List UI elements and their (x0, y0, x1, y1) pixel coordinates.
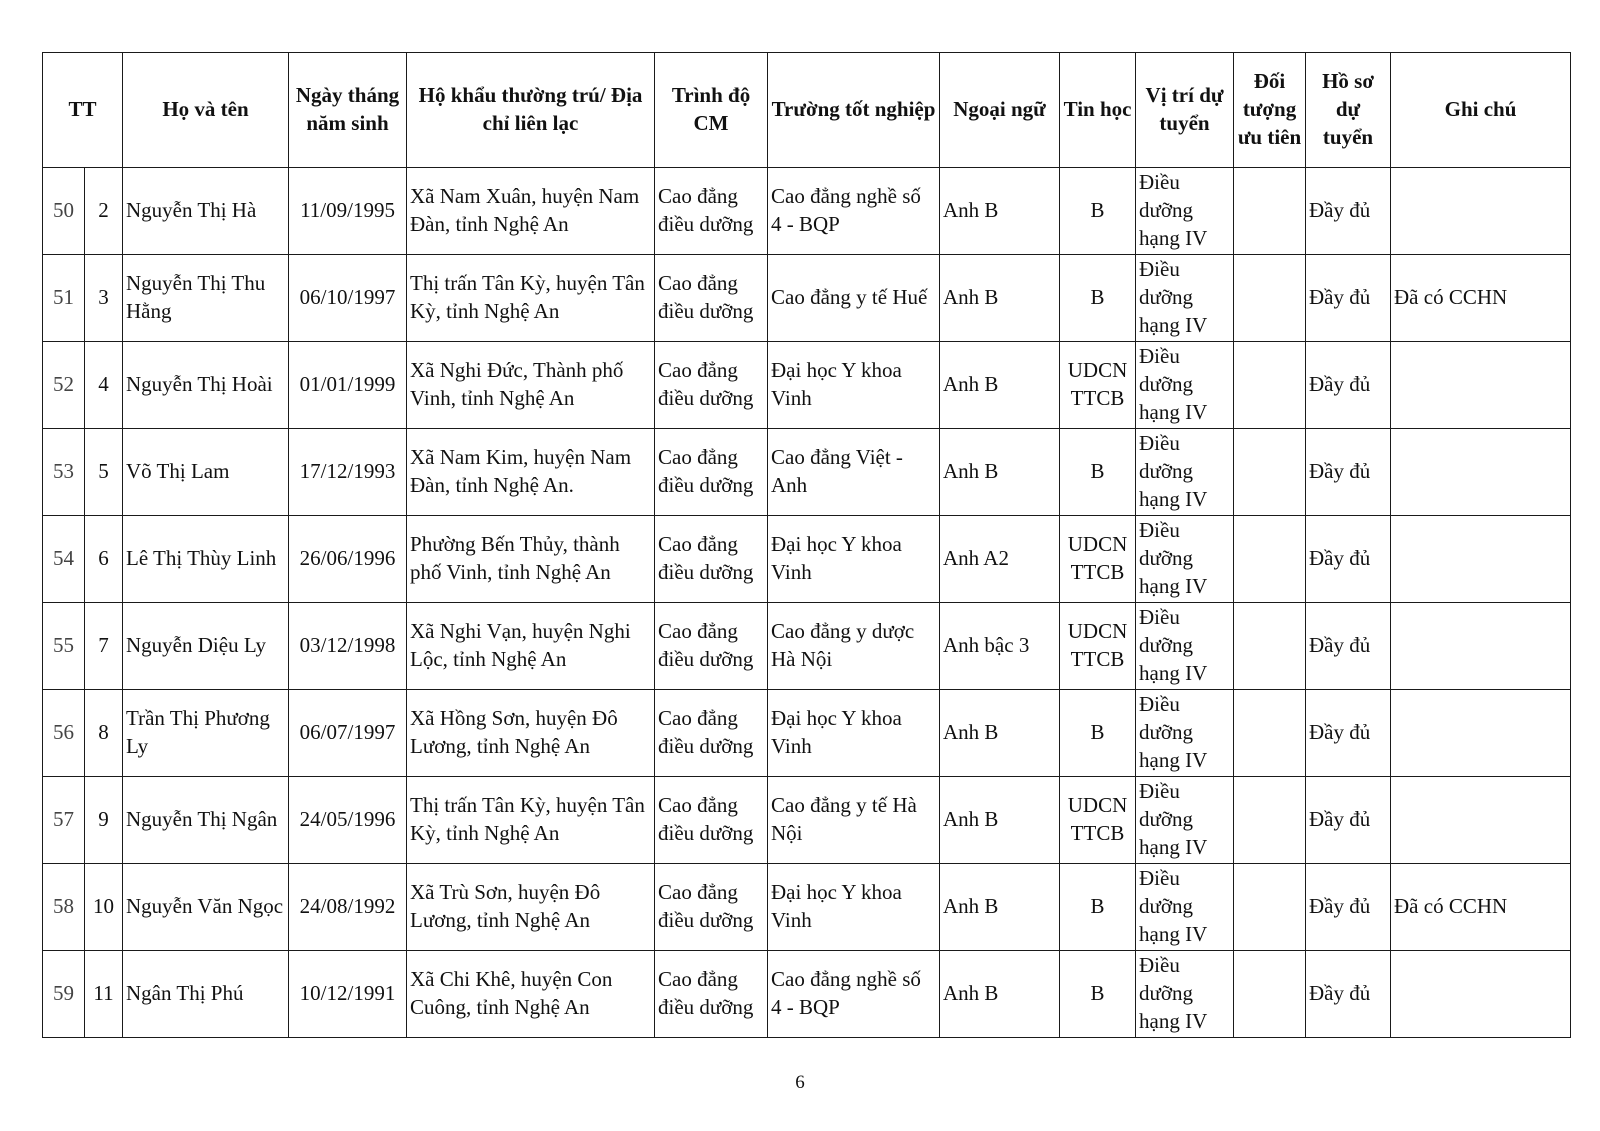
cell-language: Anh B (940, 864, 1060, 951)
cell-dob: 06/10/1997 (289, 255, 407, 342)
cell-qualification: Cao đẳng điều dưỡng (655, 342, 768, 429)
cell-dob: 01/01/1999 (289, 342, 407, 429)
cell-dossier: Đầy đủ (1306, 603, 1391, 690)
cell-name: Nguyễn Thị Hà (123, 168, 289, 255)
cell-stt: 55 (43, 603, 85, 690)
cell-address: Xã Trù Sơn, huyện Đô Lương, tỉnh Nghệ An (407, 864, 655, 951)
cell-note: Đã có CCHN (1391, 864, 1571, 951)
cell-dossier: Đầy đủ (1306, 168, 1391, 255)
cell-note (1391, 429, 1571, 516)
cell-index: 6 (85, 516, 123, 603)
cell-stt: 56 (43, 690, 85, 777)
cell-position: Điều dưỡng hạng IV (1136, 864, 1234, 951)
cell-it: B (1060, 429, 1136, 516)
cell-stt: 58 (43, 864, 85, 951)
cell-dob: 03/12/1998 (289, 603, 407, 690)
cell-it: UDCN TTCB (1060, 603, 1136, 690)
cell-stt: 51 (43, 255, 85, 342)
cell-dob: 26/06/1996 (289, 516, 407, 603)
cell-dob: 24/05/1996 (289, 777, 407, 864)
cell-it: B (1060, 951, 1136, 1038)
cell-position: Điều dưỡng hạng IV (1136, 951, 1234, 1038)
cell-language: Anh B (940, 690, 1060, 777)
table-row (43, 690, 1571, 777)
candidate-table (42, 52, 1571, 1038)
table-header-row (43, 53, 1571, 168)
header-position: Vị trí dự tuyển (1136, 53, 1234, 168)
cell-dossier: Đầy đủ (1306, 342, 1391, 429)
cell-qualification: Cao đẳng điều dưỡng (655, 429, 768, 516)
cell-position: Điều dưỡng hạng IV (1136, 603, 1234, 690)
cell-index: 5 (85, 429, 123, 516)
cell-qualification: Cao đẳng điều dưỡng (655, 603, 768, 690)
cell-name: Lê Thị Thùy Linh (123, 516, 289, 603)
header-dob: Ngày tháng năm sinh (289, 53, 407, 168)
cell-qualification: Cao đẳng điều dưỡng (655, 516, 768, 603)
cell-address: Xã Nam Kim, huyện Nam Đàn, tỉnh Nghệ An. (407, 429, 655, 516)
cell-it: UDCN TTCB (1060, 516, 1136, 603)
cell-stt: 52 (43, 342, 85, 429)
cell-stt: 53 (43, 429, 85, 516)
cell-name: Nguyễn Thị Ngân (123, 777, 289, 864)
cell-dob: 11/09/1995 (289, 168, 407, 255)
cell-it: UDCN TTCB (1060, 342, 1136, 429)
cell-address: Xã Hồng Sơn, huyện Đô Lương, tỉnh Nghệ An (407, 690, 655, 777)
cell-priority (1234, 951, 1306, 1038)
cell-position: Điều dưỡng hạng IV (1136, 777, 1234, 864)
cell-dob: 06/07/1997 (289, 690, 407, 777)
header-priority: Đối tượng ưu tiên (1234, 53, 1306, 168)
cell-school: Cao đẳng nghề số 4 - BQP (768, 951, 940, 1038)
cell-position: Điều dưỡng hạng IV (1136, 342, 1234, 429)
cell-name: Nguyễn Văn Ngọc (123, 864, 289, 951)
cell-note (1391, 690, 1571, 777)
cell-position: Điều dưỡng hạng IV (1136, 690, 1234, 777)
cell-name: Trần Thị Phương Ly (123, 690, 289, 777)
cell-name: Ngân Thị Phú (123, 951, 289, 1038)
table-row (43, 516, 1571, 603)
cell-language: Anh B (940, 168, 1060, 255)
cell-note (1391, 342, 1571, 429)
header-qualification: Trình độ CM (655, 53, 768, 168)
cell-position: Điều dưỡng hạng IV (1136, 516, 1234, 603)
cell-priority (1234, 255, 1306, 342)
cell-index: 3 (85, 255, 123, 342)
cell-note (1391, 516, 1571, 603)
cell-address: Thị trấn Tân Kỳ, huyện Tân Kỳ, tỉnh Nghệ An (407, 777, 655, 864)
cell-qualification: Cao đẳng điều dưỡng (655, 168, 768, 255)
cell-school: Đại học Y khoa Vinh (768, 516, 940, 603)
cell-dossier: Đầy đủ (1306, 777, 1391, 864)
cell-address: Phường Bến Thủy, thành phố Vinh, tỉnh Nghệ An (407, 516, 655, 603)
cell-address: Xã Nghi Đức, Thành phố Vinh, tỉnh Nghệ An (407, 342, 655, 429)
table-row (43, 429, 1571, 516)
cell-qualification: Cao đẳng điều dưỡng (655, 951, 768, 1038)
table-row (43, 342, 1571, 429)
cell-note (1391, 777, 1571, 864)
cell-it: B (1060, 690, 1136, 777)
cell-priority (1234, 342, 1306, 429)
cell-name: Nguyễn Thị Hoài (123, 342, 289, 429)
header-tt: TT (43, 53, 123, 168)
cell-dossier: Đầy đủ (1306, 951, 1391, 1038)
cell-note (1391, 168, 1571, 255)
cell-stt: 50 (43, 168, 85, 255)
cell-index: 10 (85, 864, 123, 951)
cell-index: 7 (85, 603, 123, 690)
cell-priority (1234, 603, 1306, 690)
cell-priority (1234, 168, 1306, 255)
table-row (43, 168, 1571, 255)
cell-index: 9 (85, 777, 123, 864)
cell-address: Xã Chi Khê, huyện Con Cuông, tỉnh Nghệ An (407, 951, 655, 1038)
header-name: Họ và tên (123, 53, 289, 168)
cell-index: 2 (85, 168, 123, 255)
table-row (43, 777, 1571, 864)
table-row (43, 864, 1571, 951)
cell-dossier: Đầy đủ (1306, 255, 1391, 342)
cell-school: Đại học Y khoa Vinh (768, 864, 940, 951)
cell-language: Anh B (940, 255, 1060, 342)
cell-priority (1234, 516, 1306, 603)
cell-school: Cao đẳng y dược Hà Nội (768, 603, 940, 690)
cell-name: Nguyễn Thị Thu Hằng (123, 255, 289, 342)
cell-dob: 17/12/1993 (289, 429, 407, 516)
cell-note (1391, 951, 1571, 1038)
header-it: Tin học (1060, 53, 1136, 168)
cell-dossier: Đầy đủ (1306, 516, 1391, 603)
cell-index: 11 (85, 951, 123, 1038)
cell-school: Đại học Y khoa Vinh (768, 342, 940, 429)
cell-language: Anh B (940, 951, 1060, 1038)
cell-position: Điều dưỡng hạng IV (1136, 429, 1234, 516)
cell-qualification: Cao đẳng điều dưỡng (655, 255, 768, 342)
cell-note (1391, 603, 1571, 690)
cell-dob: 24/08/1992 (289, 864, 407, 951)
header-address: Hộ khẩu thường trú/ Địa chỉ liên lạc (407, 53, 655, 168)
header-note: Ghi chú (1391, 53, 1571, 168)
cell-qualification: Cao đẳng điều dưỡng (655, 864, 768, 951)
cell-school: Cao đẳng y tế Huế (768, 255, 940, 342)
cell-it: B (1060, 864, 1136, 951)
cell-qualification: Cao đẳng điều dưỡng (655, 777, 768, 864)
cell-language: Anh B (940, 342, 1060, 429)
header-language: Ngoại ngữ (940, 53, 1060, 168)
cell-position: Điều dưỡng hạng IV (1136, 255, 1234, 342)
cell-dossier: Đầy đủ (1306, 690, 1391, 777)
cell-school: Cao đẳng Việt - Anh (768, 429, 940, 516)
cell-index: 8 (85, 690, 123, 777)
table-row (43, 951, 1571, 1038)
header-dossier: Hồ sơ dự tuyển (1306, 53, 1391, 168)
cell-name: Nguyễn Diệu Ly (123, 603, 289, 690)
table-row (43, 255, 1571, 342)
cell-name: Võ Thị Lam (123, 429, 289, 516)
cell-school: Cao đẳng nghề số 4 - BQP (768, 168, 940, 255)
cell-it: B (1060, 168, 1136, 255)
cell-it: UDCN TTCB (1060, 777, 1136, 864)
cell-index: 4 (85, 342, 123, 429)
header-school: Trường tốt nghiệp (768, 53, 940, 168)
cell-qualification: Cao đẳng điều dưỡng (655, 690, 768, 777)
cell-priority (1234, 429, 1306, 516)
cell-priority (1234, 864, 1306, 951)
cell-stt: 59 (43, 951, 85, 1038)
cell-language: Anh A2 (940, 516, 1060, 603)
cell-address: Xã Nam Xuân, huyện Nam Đàn, tỉnh Nghệ An (407, 168, 655, 255)
cell-school: Đại học Y khoa Vinh (768, 690, 940, 777)
table-body (43, 168, 1571, 1038)
cell-stt: 54 (43, 516, 85, 603)
cell-address: Xã Nghi Vạn, huyện Nghi Lộc, tỉnh Nghệ An (407, 603, 655, 690)
cell-priority (1234, 777, 1306, 864)
cell-dossier: Đầy đủ (1306, 864, 1391, 951)
cell-language: Anh B (940, 429, 1060, 516)
cell-language: Anh B (940, 777, 1060, 864)
cell-priority (1234, 690, 1306, 777)
page-number: 6 (795, 1072, 805, 1093)
cell-position: Điều dưỡng hạng IV (1136, 168, 1234, 255)
cell-note: Đã có CCHN (1391, 255, 1571, 342)
cell-it: B (1060, 255, 1136, 342)
cell-language: Anh bậc 3 (940, 603, 1060, 690)
cell-school: Cao đẳng y tế Hà Nội (768, 777, 940, 864)
cell-address: Thị trấn Tân Kỳ, huyện Tân Kỳ, tỉnh Nghệ An (407, 255, 655, 342)
cell-dossier: Đầy đủ (1306, 429, 1391, 516)
cell-dob: 10/12/1991 (289, 951, 407, 1038)
cell-stt: 57 (43, 777, 85, 864)
table-row (43, 603, 1571, 690)
